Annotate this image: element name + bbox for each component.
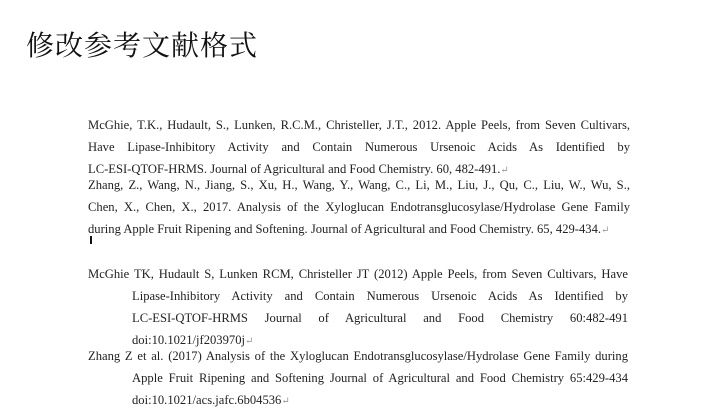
reference-line: Zhang Z et al. (2017) Analysis of the Xyloglucan Endotransglucosylase/Hydrolase Gene Family during [88, 349, 628, 363]
reference-line: LC-ESI-QTOF-HRMS Journal of Agricultural and Food Chemistry 60:482-491 [132, 311, 628, 325]
paragraph-mark-icon: ↵ [601, 225, 610, 236]
reference-line: McGhie, T.K., Hudault, S., Lunken, R.C.M., Christeller, J.T., 2012. Apple Peels, from Seven Cultivars, [88, 118, 630, 132]
reference-revised-2 [88, 345, 628, 413]
reference-line: LC-ESI-QTOF-HRMS. Journal of Agricultural and Food Chemistry. 60, 482-491.↵ [88, 162, 509, 176]
reference-line: Lipase-Inhibitory Activity and Contain Numerous Ursenoic Acids As Identified by [132, 289, 628, 303]
reference-line: doi:10.1021/acs.jafc.6b04536↵ [132, 393, 290, 407]
paragraph-mark-icon: ↵ [500, 165, 509, 176]
reference-line: McGhie TK, Hudault S, Lunken RCM, Christeller JT (2012) Apple Peels, from Seven Cultivars, Have [88, 267, 628, 281]
reference-line: Zhang, Z., Wang, N., Jiang, S., Xu, H., Wang, Y., Wang, C., Li, M., Liu, J., Qu, C., Liu, W., Wu, S., [88, 178, 630, 192]
paragraph-mark-icon: ↵ [245, 336, 254, 347]
reference-original-1 [88, 114, 630, 182]
reference-line: Apple Fruit Ripening and Softening Journal of Agricultural and Food Chemistry 65:429-434 [132, 371, 628, 385]
reference-line: Chen, X., Chen, X., 2017. Analysis of the Xyloglucan Endotransglucosylase/Hydrolase Gene Family [88, 200, 630, 214]
reference-revised-1 [88, 263, 628, 353]
text-cursor [90, 236, 92, 244]
reference-line: doi:10.1021/jf203970j↵ [132, 333, 254, 347]
paragraph-mark-icon: ↵ [281, 396, 290, 407]
reference-line: Have Lipase-Inhibitory Activity and Contain Numerous Ursenoic Acids As Identified by [88, 140, 630, 154]
reference-original-2 [88, 174, 630, 242]
reference-line: during Apple Fruit Ripening and Softening. Journal of Agricultural and Food Chemistry. 65, 429-434.↵ [88, 222, 610, 236]
page-title: 修改参考文献格式 [26, 29, 259, 62]
